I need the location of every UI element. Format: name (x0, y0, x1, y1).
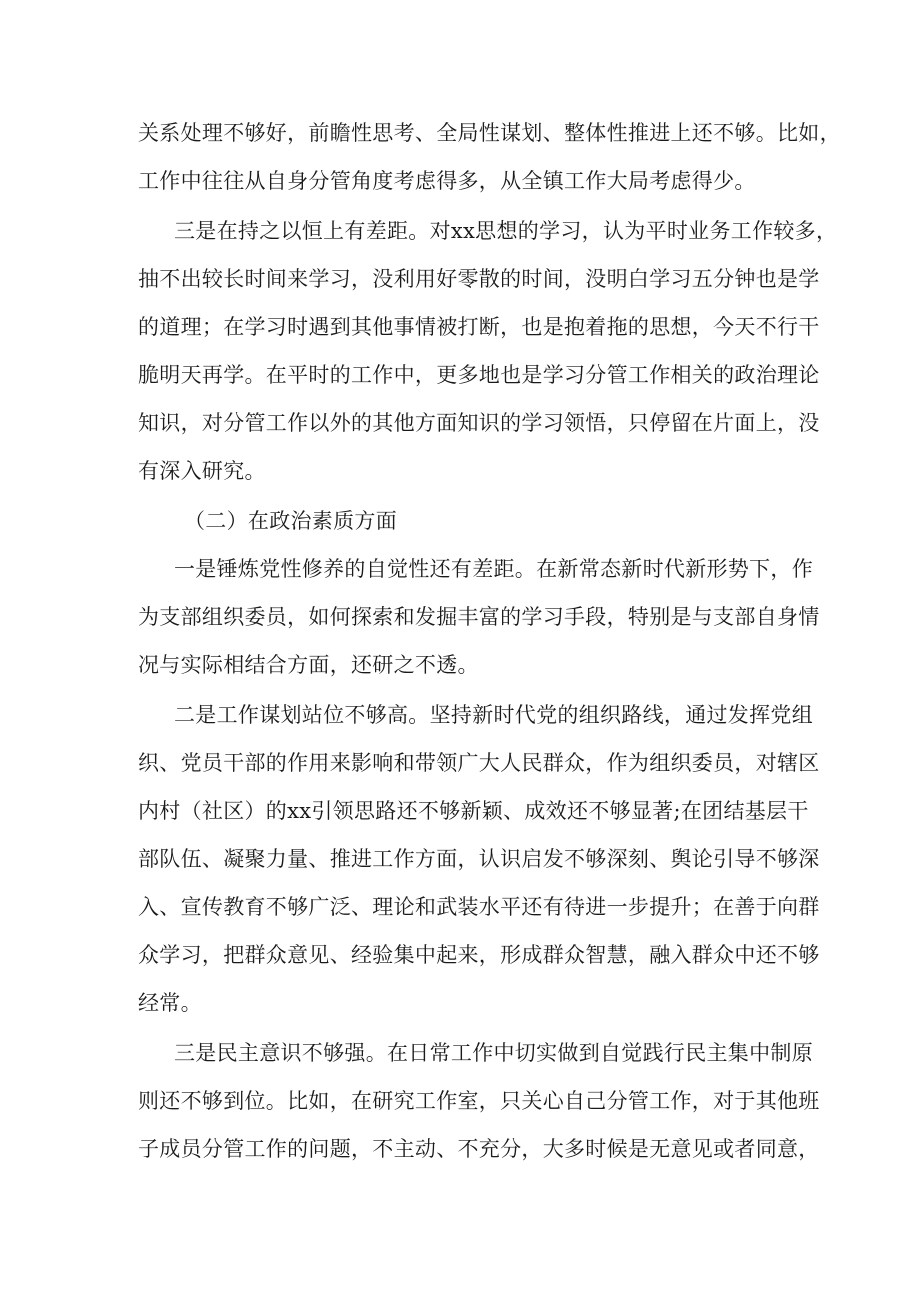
text-line: 有深入研究。 (138, 459, 266, 483)
text-line: 二是工作谋划站位不够高。坚持新时代党的组织路线，通过发挥党组 (174, 703, 813, 727)
text-line: 则还不够到位。比如，在研究工作室，只关心自己分管工作，对于其他班 (138, 1089, 820, 1113)
text-line: 部队伍、凝聚力量、推进工作方面，认识启发不够深刻、舆论引导不够深 (138, 847, 820, 871)
text-line: 入、宣传教育不够广泛、理论和武装水平还有待进一步提升；在善于向群 (138, 895, 820, 919)
text-line: 一是锤炼党性修养的自觉性还有差距。在新常态新时代新形势下，作 (174, 557, 813, 581)
text-line: 织、党员干部的作用来影响和带领广大人民群众，作为组织委员，对辖区 (138, 751, 820, 775)
text-line: 关系处理不够好，前瞻性思考、全局性谋划、整体性推进上还不够。比如， (138, 121, 841, 145)
text-line: 抽不出较长时间来学习，没利用好零散的时间，没明白学习五分钟也是学 (138, 267, 820, 291)
text-line: 三是民主意识不够强。在日常工作中切实做到自觉践行民主集中制原 (174, 1041, 813, 1065)
text-line: 工作中往往从自身分管角度考虑得多，从全镇工作大局考虑得少。 (138, 169, 756, 193)
text-line: 三是在持之以恒上有差距。对xx思想的学习，认为平时业务工作较多， (174, 219, 838, 243)
text-line: 子成员分管工作的问题，不主动、不充分，大多时候是无意见或者同意， (138, 1137, 820, 1161)
text-line: 的道理；在学习时遇到其他事情被打断，也是抱着拖的思想，今天不行干 (138, 315, 820, 339)
text-line: 脆明天再学。在平时的工作中，更多地也是学习分管工作相关的政治理论 (138, 363, 820, 387)
text-line: 经常。 (138, 991, 202, 1015)
text-line: 为支部组织委员，如何探索和发掘丰富的学习手段，特别是与支部自身情 (138, 605, 820, 629)
text-line: 况与实际相结合方面，还研之不透。 (138, 653, 479, 677)
text-line: 众学习，把群众意见、经验集中起来，形成群众智慧，融入群众中还不够 (138, 943, 820, 967)
text-line: 内村（社区）的xx引领思路还不够新颖、成效还不够显著;在团结基层干 (138, 799, 809, 823)
text-line: 知识，对分管工作以外的其他方面知识的学习领悟，只停留在片面上，没 (138, 411, 820, 435)
section-heading: （二）在政治素质方面 (184, 509, 397, 533)
